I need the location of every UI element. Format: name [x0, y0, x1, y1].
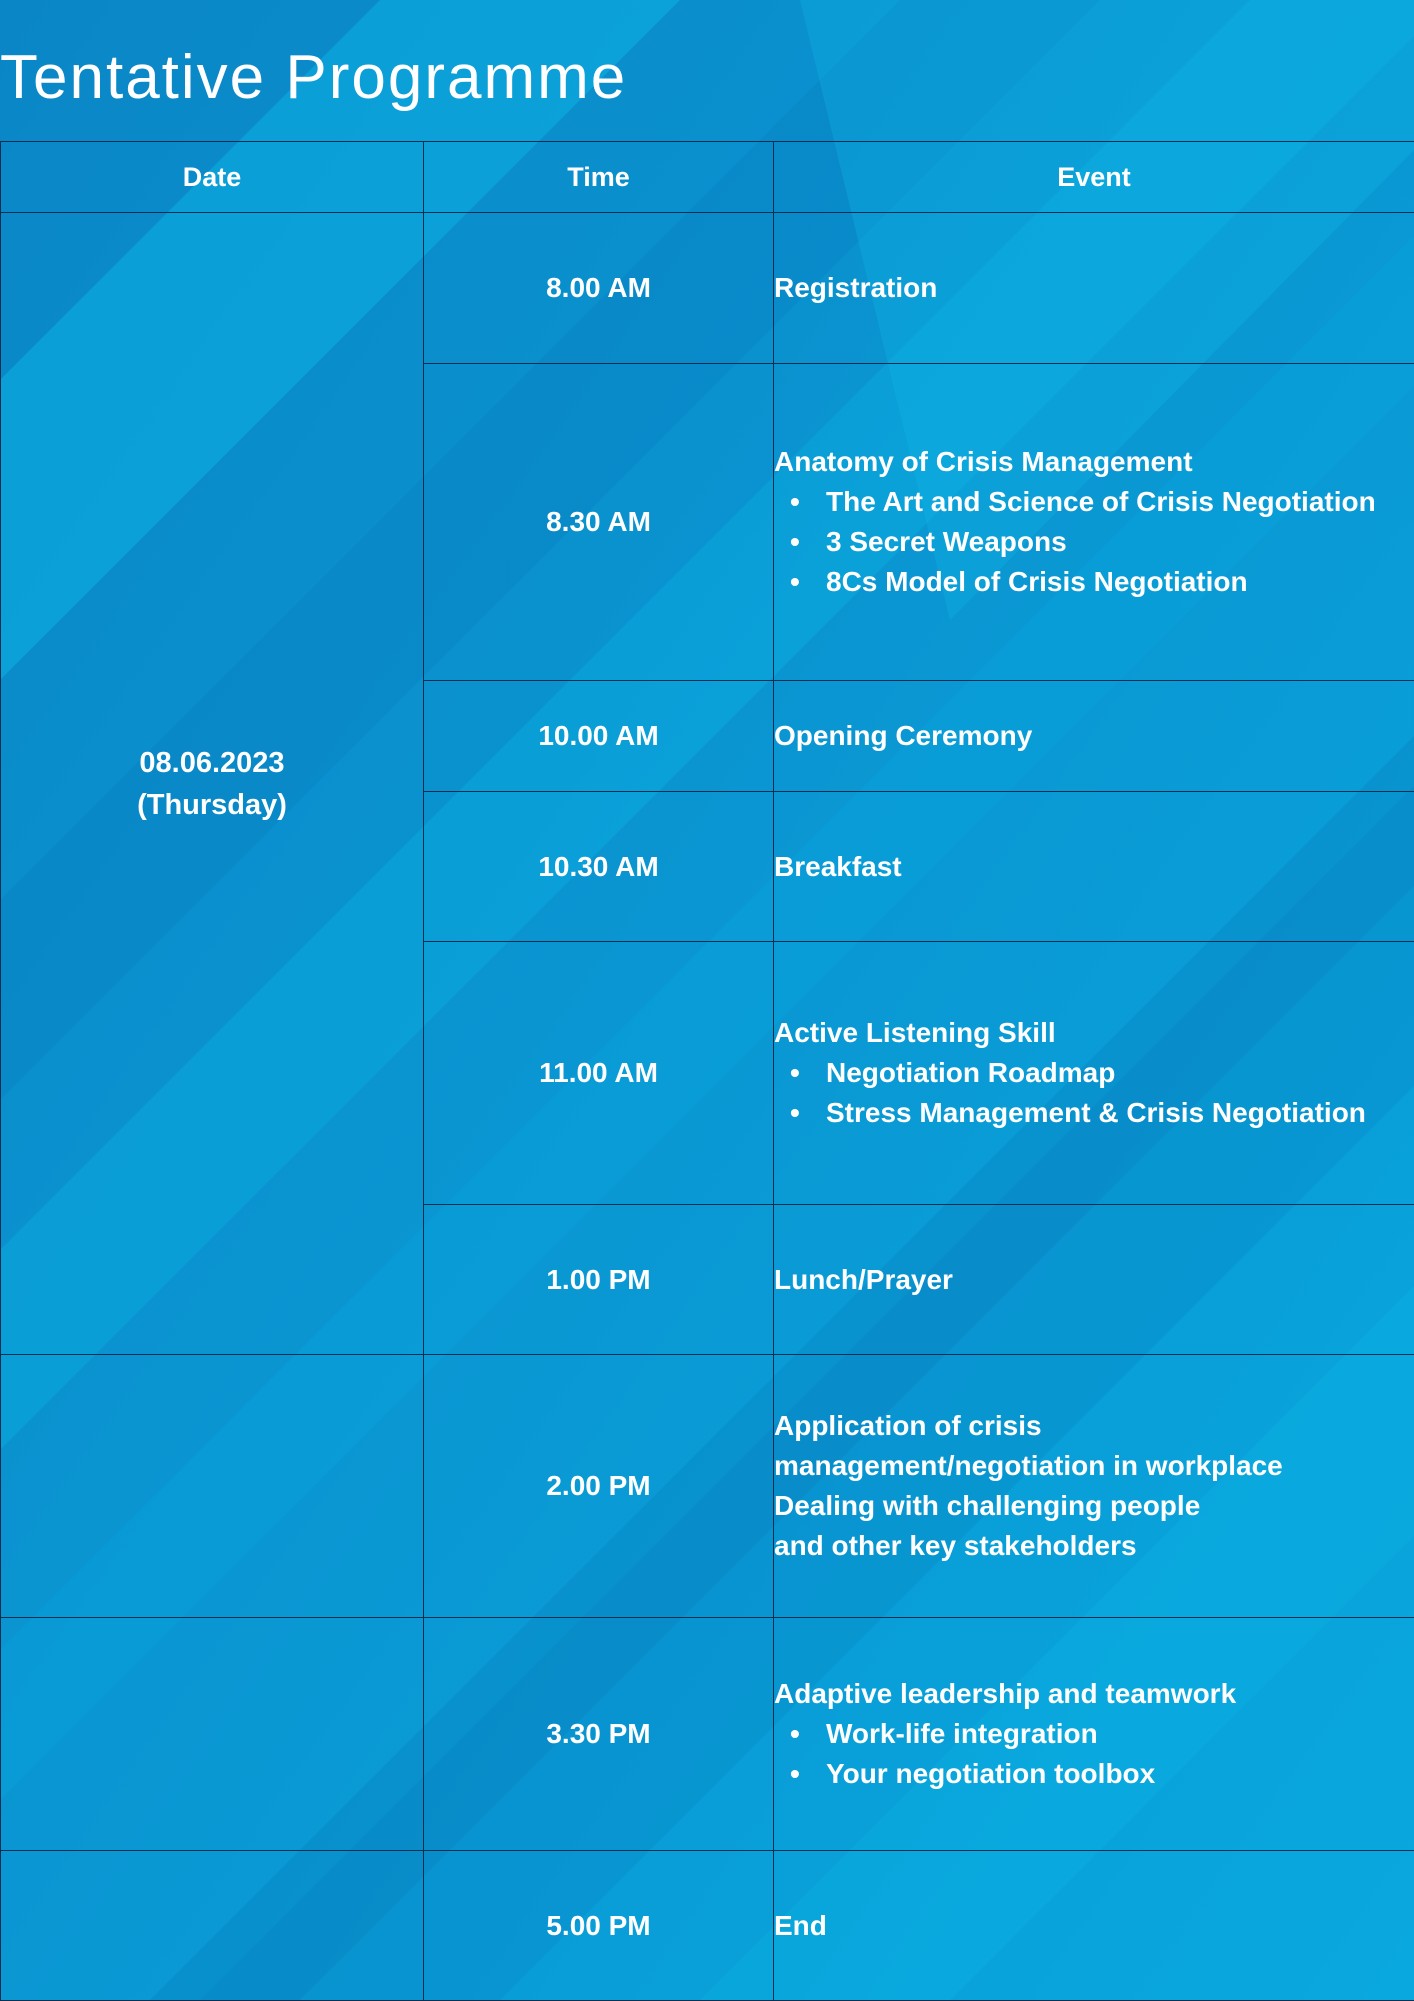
table-row [1, 1618, 1414, 1851]
event-cell [774, 1355, 1414, 1618]
table-header-row [1, 142, 1414, 213]
event-bullet-list [774, 1053, 1414, 1133]
date-cell-empty [1, 1618, 424, 1851]
table-row [1, 1851, 1414, 2001]
date-cell-empty [1, 1851, 424, 2001]
event-cell [774, 1205, 1414, 1355]
date-cell [1, 213, 424, 1355]
time-cell [424, 792, 774, 942]
time-value: 10.00 AM [538, 720, 658, 751]
event-cell [774, 364, 1414, 681]
event-line: and other key stakeholders [774, 1526, 1414, 1566]
time-cell [424, 942, 774, 1205]
event-title: Active Listening Skill [774, 1013, 1414, 1053]
time-cell [424, 681, 774, 792]
time-cell [424, 1205, 774, 1355]
event-cell [774, 681, 1414, 792]
header-event: Event [774, 142, 1414, 213]
time-value: 5.00 PM [546, 1910, 650, 1941]
event-bullet-list [774, 482, 1414, 602]
event-line: Application of crisis [774, 1406, 1414, 1446]
event-title: End [774, 1906, 1414, 1946]
event-title: Opening Ceremony [774, 716, 1414, 756]
table-row [1, 1355, 1414, 1618]
event-bullet-item: • 8Cs Model of Crisis Negotiation [826, 562, 1414, 602]
time-value: 11.00 AM [539, 1057, 658, 1088]
time-value: 8.00 AM [546, 272, 651, 303]
event-bullet-item: • 3 Secret Weapons [826, 522, 1414, 562]
day-value: (Thursday) [137, 789, 287, 821]
time-cell [424, 1618, 774, 1851]
event-cell [774, 213, 1414, 364]
header-time: Time [424, 142, 774, 213]
time-value: 1.00 PM [546, 1264, 650, 1295]
event-line: management/negotiation in workplace [774, 1446, 1414, 1486]
table-row [1, 213, 1414, 364]
event-title: Anatomy of Crisis Management [774, 442, 1414, 482]
event-cell [774, 1618, 1414, 1851]
event-title: Breakfast [774, 847, 1414, 887]
date-cell-empty [1, 1355, 424, 1618]
event-cell [774, 792, 1414, 942]
time-value: 10.30 AM [538, 851, 658, 882]
time-cell [424, 213, 774, 364]
event-bullet-list [774, 1714, 1414, 1794]
event-bullet-item: • The Art and Science of Crisis Negotiation [826, 482, 1414, 522]
event-bullet-item: • Your negotiation toolbox [826, 1754, 1414, 1794]
event-cell [774, 942, 1414, 1205]
time-value: 3.30 PM [546, 1718, 650, 1749]
event-title: Adaptive leadership and teamwork [774, 1674, 1414, 1714]
date-value: 08.06.2023 [139, 747, 284, 779]
event-bullet-item: • Negotiation Roadmap [826, 1053, 1414, 1093]
event-bullet-item: • Work-life integration [826, 1714, 1414, 1754]
time-cell [424, 364, 774, 681]
event-title: Registration [774, 268, 1414, 308]
event-title: Lunch/Prayer [774, 1260, 1414, 1300]
time-value: 8.30 AM [546, 506, 651, 537]
page-title: Tentative Programme [0, 38, 627, 118]
time-cell [424, 1355, 774, 1618]
programme-table [0, 141, 1414, 2001]
time-cell [424, 1851, 774, 2001]
header-date: Date [1, 142, 424, 213]
event-bullet-item: • Stress Management & Crisis Negotiation [826, 1093, 1414, 1133]
event-line: Dealing with challenging people [774, 1486, 1414, 1526]
time-value: 2.00 PM [546, 1470, 650, 1501]
event-cell [774, 1851, 1414, 2001]
